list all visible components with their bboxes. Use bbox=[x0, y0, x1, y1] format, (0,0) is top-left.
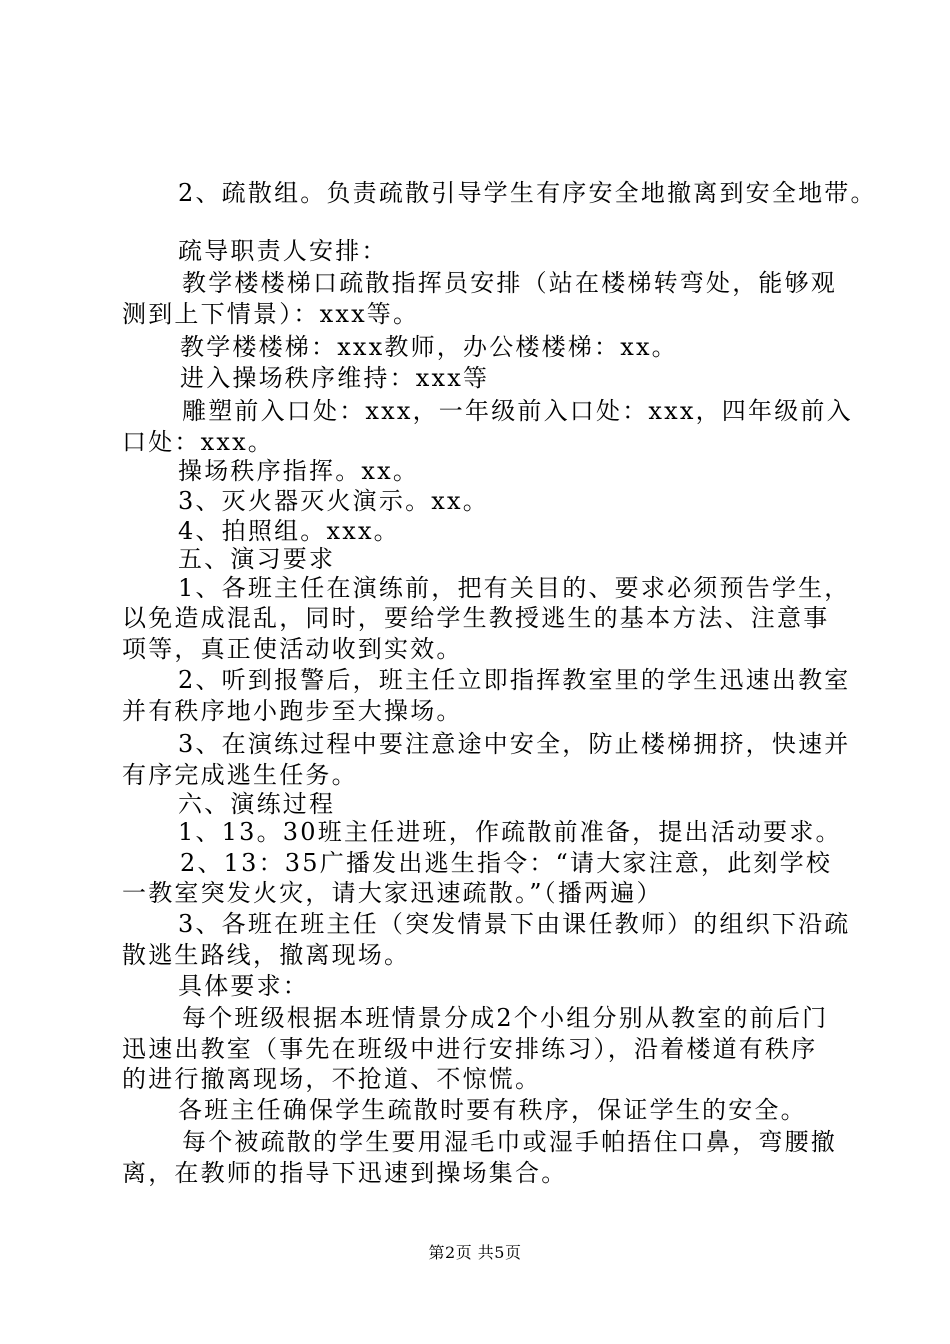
section-heading: 五、演习要求 bbox=[178, 545, 336, 573]
page-number-footer: 第2页 共5页 bbox=[428, 1243, 522, 1262]
text-line: 3、在演练过程中要注意途中安全，防止楼梯拥挤，快速并 bbox=[178, 730, 851, 758]
text-line: 1、各班主任在演练前，把有关目的、要求必须预告学生， bbox=[178, 574, 851, 602]
text-line: 测到上下情景）：xxx等。 bbox=[122, 300, 420, 328]
text-line: 并有秩序地小跑步至大操场。 bbox=[122, 697, 463, 725]
text-line: 口处：xxx。 bbox=[122, 428, 275, 456]
text-line: 以免造成混乱，同时，要给学生教授逃生的基本方法、注意事 bbox=[122, 604, 830, 632]
text-line: 3、灭火器灭火演示。xx。 bbox=[178, 487, 489, 515]
text-line: 疏导职责人安排： bbox=[178, 237, 388, 265]
text-line: 3、各班在班主任（突发情景下由课任教师）的组织下沿疏 bbox=[178, 910, 851, 938]
text-line: 有序完成逃生任务。 bbox=[122, 761, 358, 789]
text-line: 项等，真正使活动收到实效。 bbox=[122, 635, 463, 663]
section-heading: 六、演练过程 bbox=[178, 790, 336, 818]
text-line: 离，在教师的指导下迅速到操场集合。 bbox=[122, 1159, 568, 1187]
text-line: 2、听到报警后，班主任立即指挥教室里的学生迅速出教室 bbox=[178, 666, 851, 694]
text-line: 1、13。30班主任进班，作疏散前准备，提出活动要求。 bbox=[178, 818, 842, 846]
text-line: 散逃生路线，撤离现场。 bbox=[122, 941, 411, 969]
text-line: 操场秩序指挥。xx。 bbox=[178, 457, 420, 485]
text-line: 2、13：35广播发出逃生指令：“请大家注意，此刻学校 bbox=[180, 849, 833, 877]
text-line: 4、拍照组。xxx。 bbox=[178, 517, 400, 545]
text-line: 迅速出教室（事先在班级中进行安排练习），沿着楼道有秩序 bbox=[122, 1035, 818, 1063]
text-line: 每个被疏散的学生要用湿毛巾或湿手帕捂住口鼻，弯腰撤 bbox=[182, 1128, 837, 1156]
text-line: 进入操场秩序维持：xxx等 bbox=[180, 364, 490, 392]
text-line: 的进行撤离现场，不抢道、不惊慌。 bbox=[122, 1065, 542, 1093]
text-line: 教学楼楼梯：xxx教师，办公楼楼梯：xx。 bbox=[180, 333, 678, 361]
text-line: 各班主任确保学生疏散时要有秩序，保证学生的安全。 bbox=[178, 1096, 807, 1124]
text-line: 教学楼楼梯口疏散指挥员安排（站在楼梯转弯处，能够观 bbox=[182, 269, 837, 297]
text-line: 一教室突发火灾，请大家迅速疏散。”（播两遍） bbox=[122, 879, 663, 907]
text-line: 具体要求： bbox=[178, 972, 309, 1000]
text-line: 2、疏散组。负责疏散引导学生有序安全地撤离到安全地带。 bbox=[178, 179, 877, 207]
text-line: 每个班级根据本班情景分成2个小组分别从教室的前后门 bbox=[182, 1004, 829, 1032]
text-line: 雕塑前入口处：xxx，一年级前入口处：xxx，四年级前入 bbox=[182, 397, 853, 425]
